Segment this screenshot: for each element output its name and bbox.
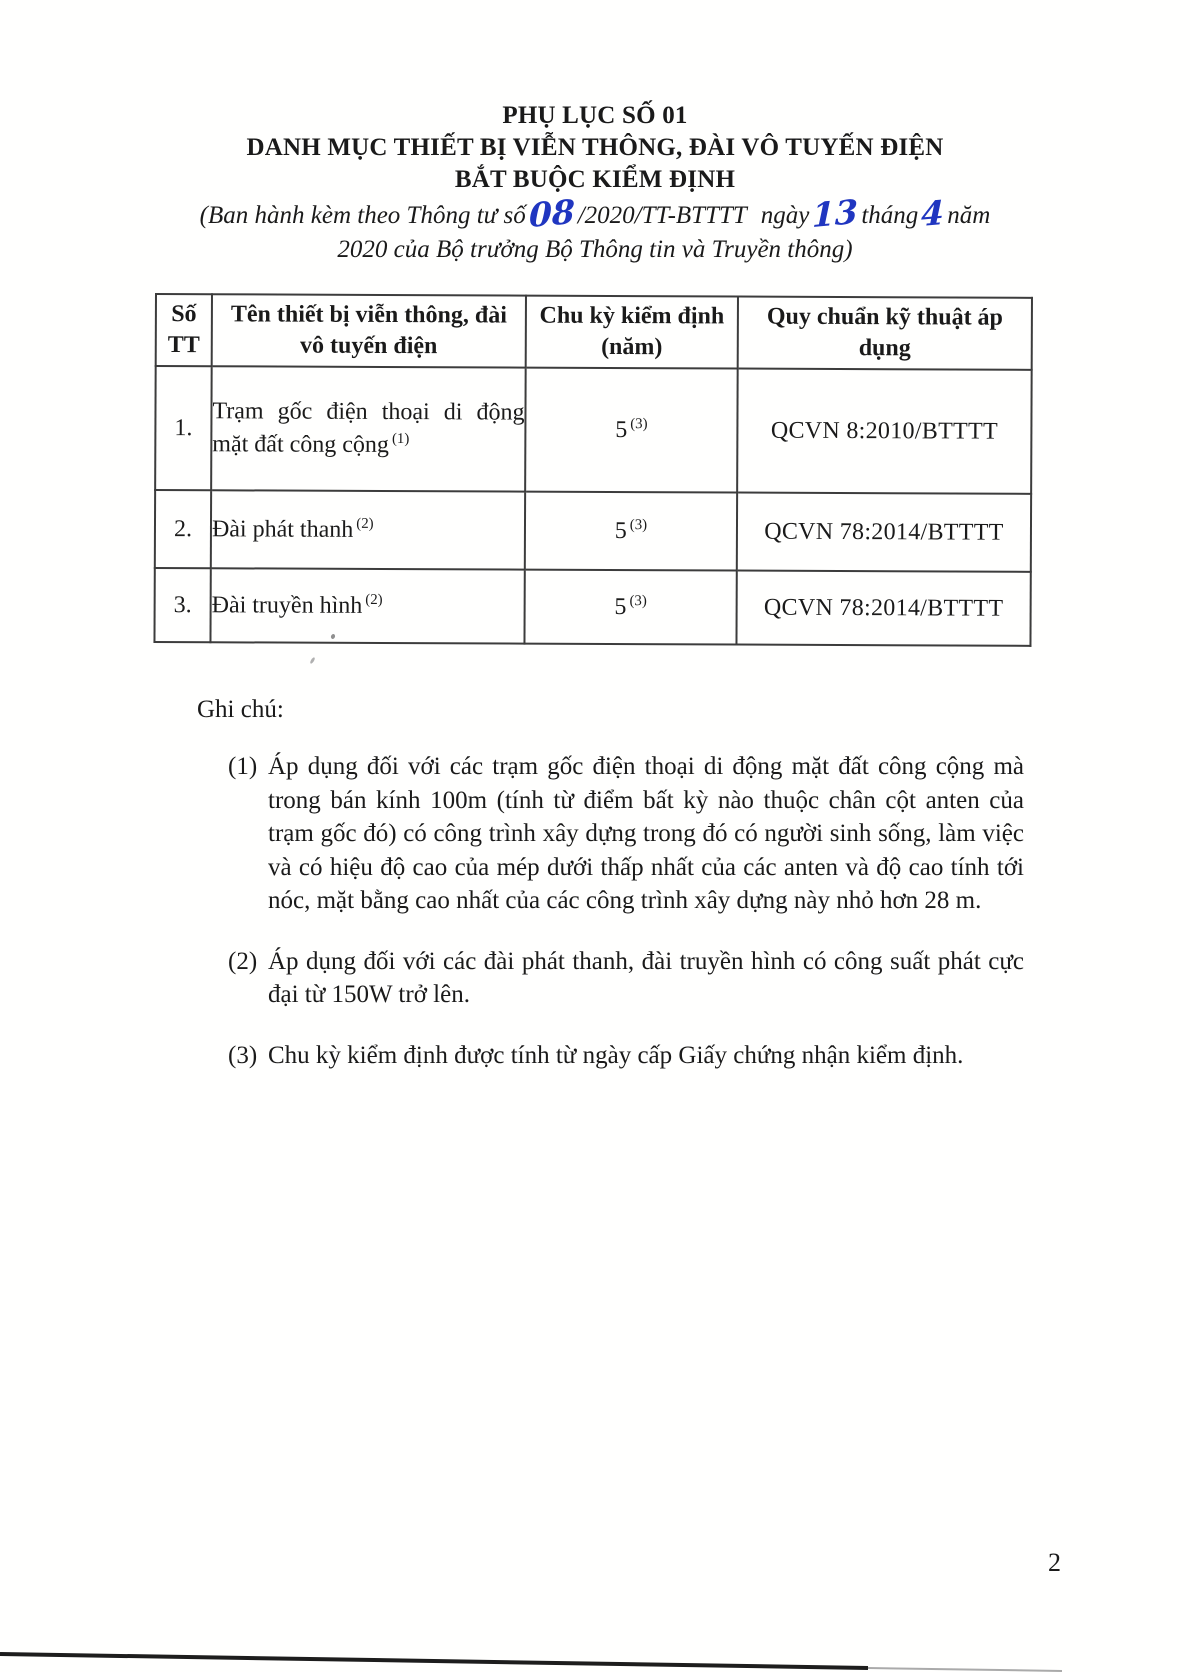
issuance-subtitle-line-2: 2020 của Bộ trưởng Bộ Thông tin và Truyền thông) [337, 236, 853, 263]
inspection-cycle [525, 368, 738, 493]
table-row [154, 568, 1030, 646]
header-cell-number: Số TT [156, 294, 212, 366]
note-text: Áp dụng đối với các đài phát thanh, đài truyền hình có công suất phát cực đại từ 150W trở lên. [268, 947, 1024, 1008]
table-row [155, 366, 1032, 494]
footnote-ref: (3) [630, 415, 648, 432]
note-item [228, 1039, 1024, 1073]
issuance-subtitle-line-1 [0, 191, 1190, 236]
document-header [0, 100, 1190, 267]
handwritten-circular-number: 08 [528, 191, 575, 236]
inspection-cycle [525, 492, 737, 571]
equipment-table [153, 293, 1033, 647]
footnote-ref: (1) [391, 431, 410, 448]
handwritten-month: 4 [920, 192, 945, 235]
device-name [211, 490, 525, 569]
scan-artifact-line [0, 1638, 1190, 1672]
device-name [210, 568, 524, 643]
technical-standard: QCVN 8:2010/BTTTT [737, 369, 1032, 494]
footnote-ref: (2) [365, 591, 383, 608]
device-name-text: Đài phát thanh [211, 515, 354, 543]
table-header-row [156, 294, 1032, 370]
header-cell-device-name: Tên thiết bị viễn thông, đài vô tuyến điện [212, 294, 526, 367]
handwritten-day: 13 [812, 191, 859, 236]
footnote-ref: (3) [629, 516, 648, 533]
cycle-value: 5 [614, 593, 627, 620]
device-name [211, 366, 526, 491]
subtitle-seg-1: (Ban hành kèm theo Thông tư số [199, 202, 526, 229]
document-title-line-1: DANH MỤC THIẾT BỊ VIỄN THÔNG, ĐÀI VÔ TUYẾN ĐIỆN [246, 134, 944, 161]
inspection-cycle [524, 570, 736, 645]
technical-standard: QCVN 78:2014/BTTTT [736, 571, 1030, 646]
note-item [228, 945, 1024, 1012]
subtitle-seg-4: tháng [861, 202, 919, 229]
notes-heading: Ghi chú: [197, 696, 284, 723]
equipment-table-container [153, 293, 1033, 647]
subtitle-seg-3: ngày [760, 202, 810, 229]
row-number: 3. [154, 568, 210, 642]
note-marker: (3) [228, 1041, 258, 1069]
page-number: 2 [1048, 1548, 1061, 1577]
row-number: 2. [155, 490, 211, 568]
device-name-text: Trạm gốc điện thoại di động mặt đất công cộng [212, 398, 525, 459]
subtitle-seg-5: năm [947, 202, 991, 229]
device-name-text: Đài truyền hình [211, 591, 363, 619]
header-cell-inspection-cycle: Chu kỳ kiểm định (năm) [526, 296, 738, 369]
appendix-title: PHỤ LỤC SỐ 01 [502, 102, 688, 129]
row-number: 1. [155, 366, 212, 490]
technical-standard: QCVN 78:2014/BTTTT [737, 493, 1031, 572]
note-text: Chu kỳ kiểm định được tính từ ngày cấp Giấy chứng nhận kiểm định. [268, 1041, 964, 1069]
document-title-line-2: BẮT BUỘC KIỂM ĐỊNH [454, 166, 736, 193]
note-marker: (1) [228, 753, 258, 780]
cycle-value: 5 [614, 517, 627, 544]
table-row [155, 490, 1031, 572]
notes-section [228, 750, 1024, 1099]
note-item [228, 750, 1024, 918]
footnote-ref: (2) [356, 515, 374, 532]
cycle-value: 5 [615, 416, 628, 443]
footnote-ref: (3) [629, 592, 647, 609]
subtitle-seg-2: /2020/TT-BTTTT [577, 202, 747, 229]
note-marker: (2) [228, 947, 258, 975]
header-cell-technical-standard: Quy chuẩn kỹ thuật áp dụng [738, 297, 1032, 370]
scan-speck [309, 657, 315, 665]
note-text: Áp dụng đối với các trạm gốc điện thoại di động mặt đất công cộng mà trong bán kính 100m (tính từ điểm bất kỳ nào thuộc chân cột anten của trạm gốc đó) có công trình xây dựng trong đó có người sinh sống, làm việc và có hiệu độ cao của mép dưới thấp nhất của các anten và độ cao tính tới nóc, mặt bằng cao nhất của các công trình xây dựng này nhỏ hơn 28 m. [268, 753, 1024, 914]
